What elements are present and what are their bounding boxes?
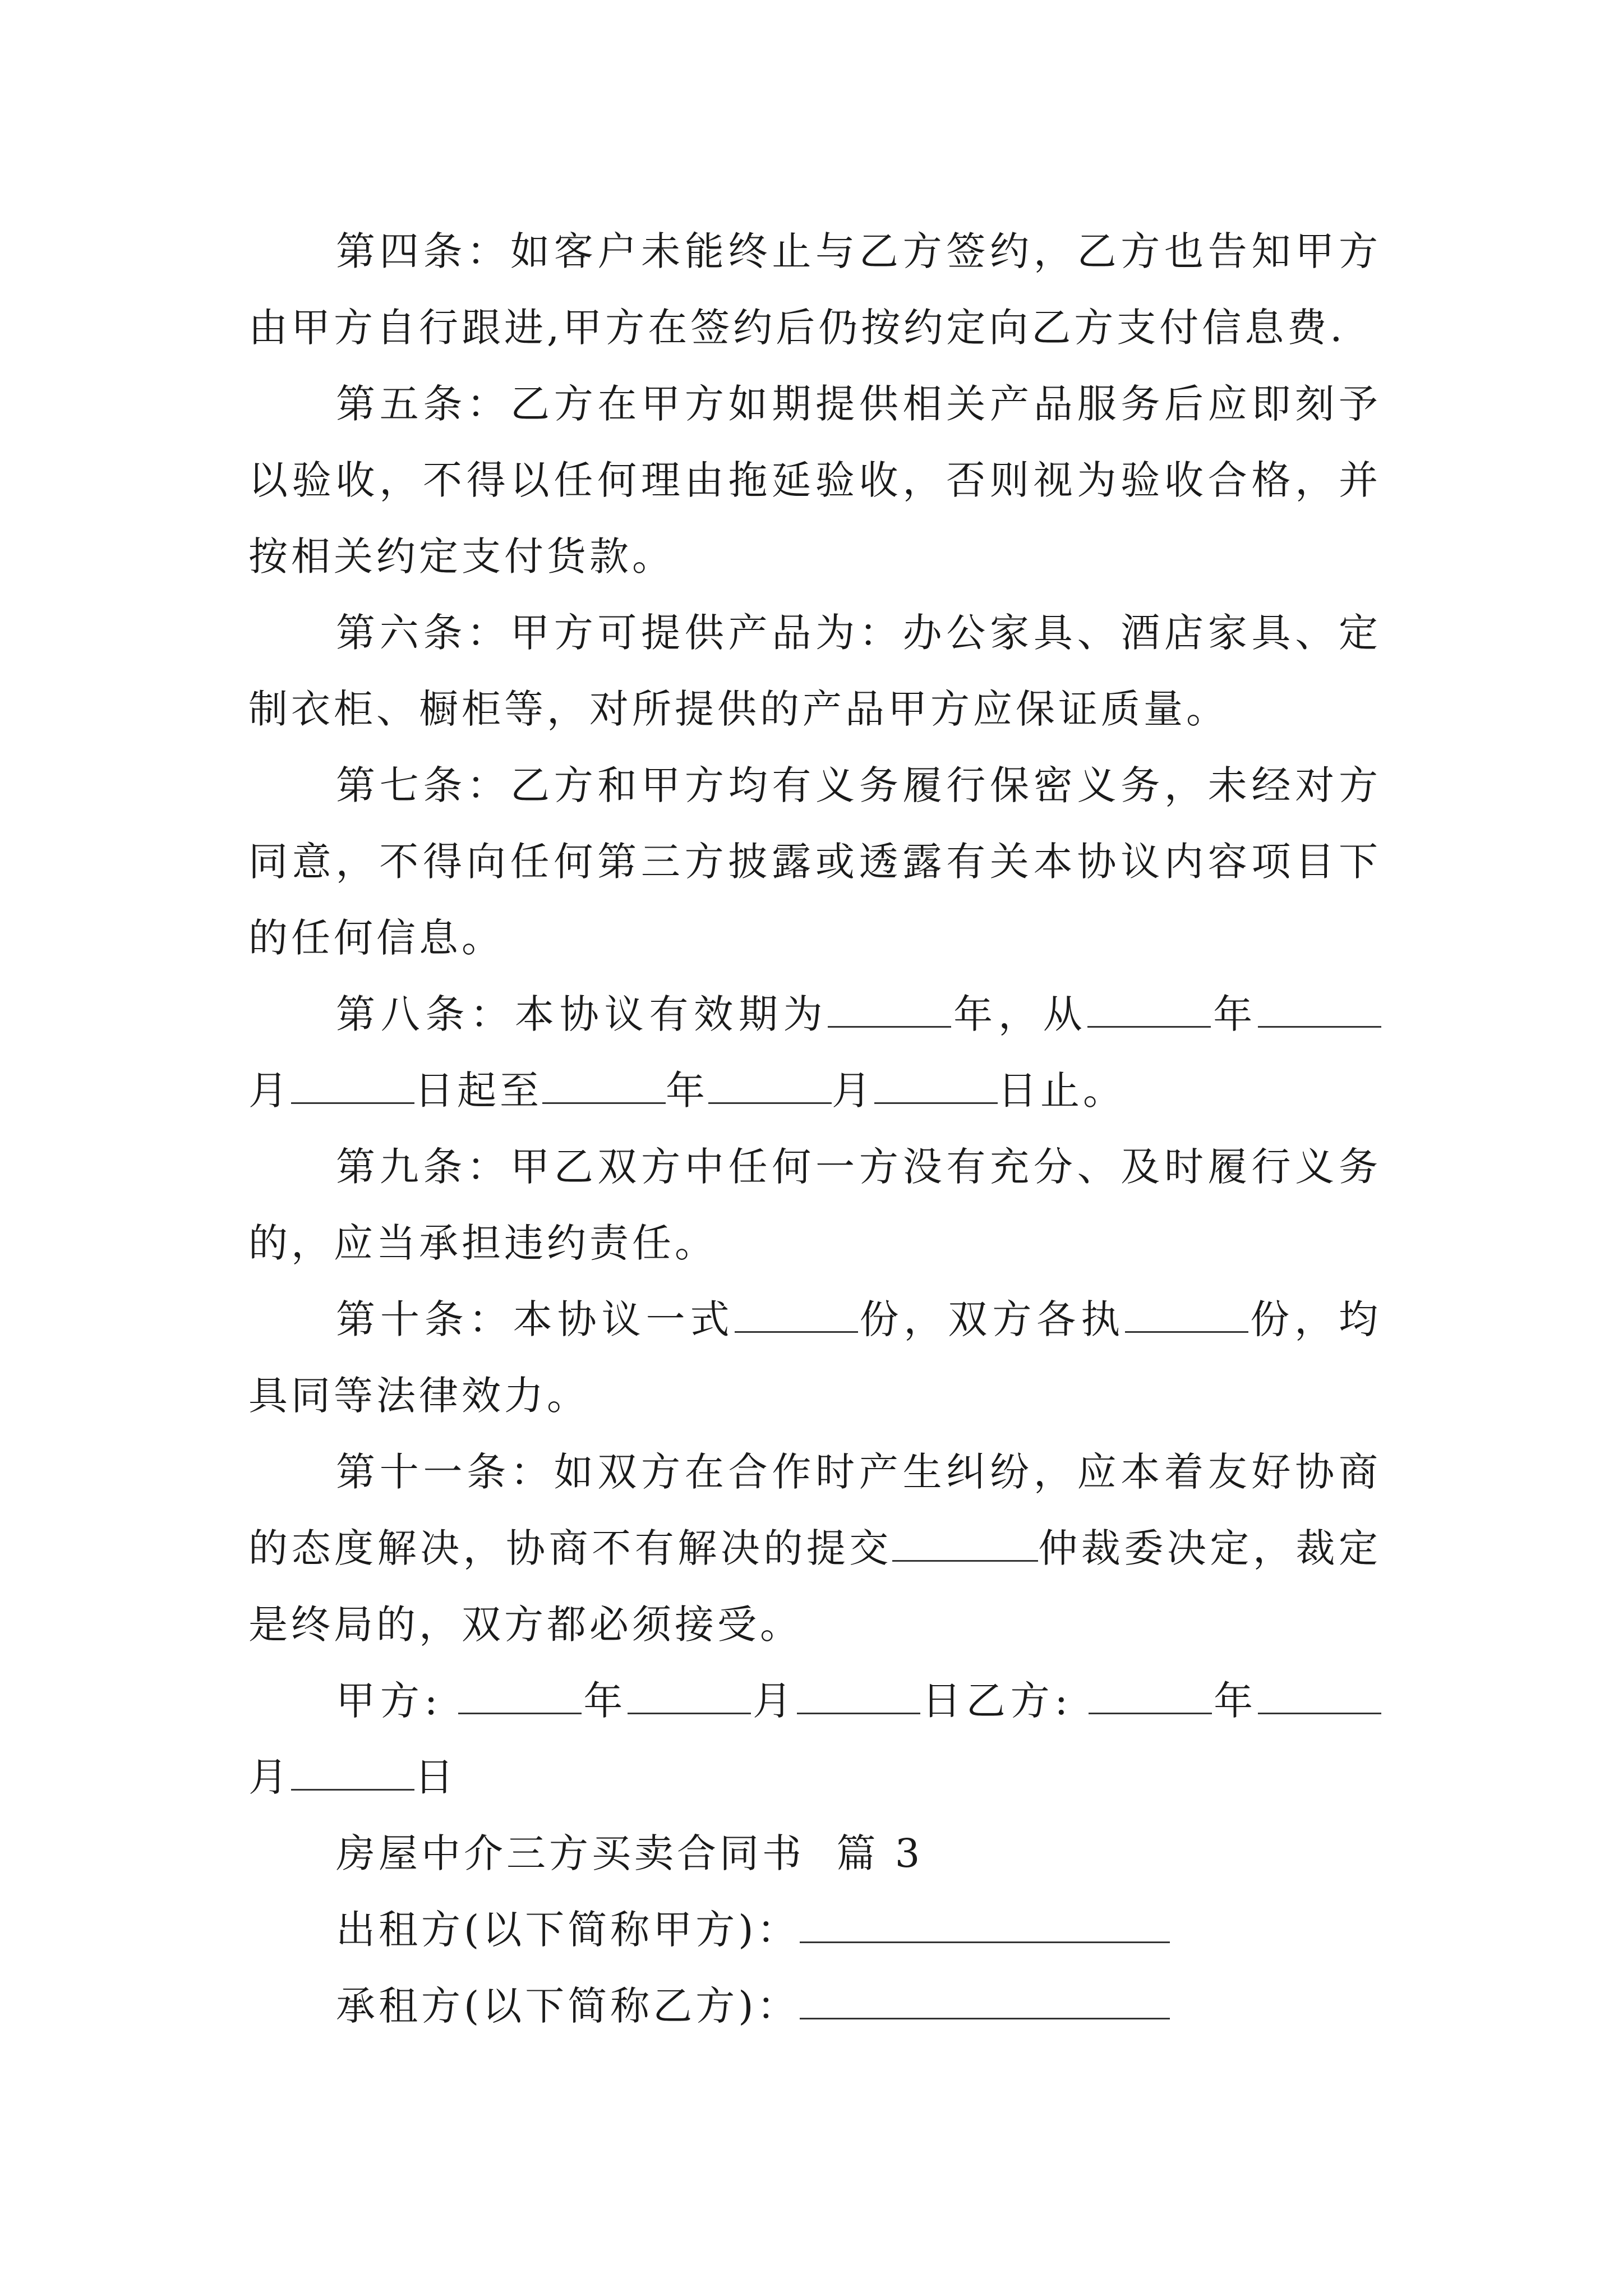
clause-11-suffix: 仲裁委决定，裁定是终局的，双方都必须接受。 <box>248 1525 1382 1648</box>
end-year-blank[interactable] <box>542 1063 666 1104</box>
clause-8-year2-label: 年 <box>1211 991 1258 1037</box>
end-month-blank[interactable] <box>708 1063 832 1104</box>
lessee-label: 承租方(以下简称乙方)： <box>336 1983 800 2029</box>
document-page <box>248 213 1381 2044</box>
sig-year2-label: 年 <box>1212 1678 1258 1724</box>
sig-year-label: 年 <box>582 1678 628 1724</box>
sig-day-label: 日 <box>414 1754 457 1800</box>
clause-5: 第五条：乙方在甲方如期提供相关产品服务后应即刻予以验收，不得以任何理由拖延验收，否则视为验收合格，并按相关约定支付货款。 <box>248 381 1381 579</box>
clause-10-prefix: 第十条：本协议一式 <box>336 1296 735 1342</box>
clause-4: 第四条：如客户未能终止与乙方签约，乙方也告知甲方由甲方自行跟进,甲方在签约后仍按约定向乙方支付信息费. <box>248 228 1381 351</box>
start-month-blank[interactable] <box>1258 987 1381 1028</box>
signature-line <box>248 1663 1381 1815</box>
end-day-blank[interactable] <box>874 1063 998 1104</box>
clause-8-year-label: 年，从 <box>951 991 1088 1037</box>
clause-6: 第六条：甲方可提供产品为：办公家具、酒店家具、定制衣柜、橱柜等，对所提供的产品甲方应保证质量。 <box>248 610 1381 732</box>
party-b-day-blank[interactable] <box>291 1750 414 1791</box>
clause-9: 第九条：甲乙双方中任何一方没有充分、及时履行义务的，应当承担违约责任。 <box>248 1144 1381 1266</box>
lessee-blank[interactable] <box>800 1978 1170 2019</box>
lessor-label: 出租方(以下简称甲方)： <box>336 1907 800 1953</box>
sig-day-party-b-label: 日乙方: <box>920 1678 1072 1724</box>
clause-8 <box>248 976 1381 1129</box>
clause-10-suffix: 份，均具同等法律效力。 <box>248 1296 1382 1419</box>
clause-7: 第七条：乙方和甲方均有义务履行保密义务，未经对方同意，不得向任何第三方披露或透露有关本协议内容项目下的任何信息。 <box>248 762 1381 961</box>
party-a-label: 甲方: <box>336 1678 441 1724</box>
arbitration-blank[interactable] <box>892 1521 1038 1562</box>
clause-11 <box>248 1434 1381 1663</box>
sig-month2-label: 月 <box>248 1754 291 1800</box>
party-b-month-blank[interactable] <box>1258 1673 1381 1714</box>
clause-10-mid: 份，双方各执 <box>857 1296 1126 1342</box>
sig-month-label: 月 <box>751 1678 797 1724</box>
clause-8-month-label: 月 <box>248 1068 291 1114</box>
copies-total-blank[interactable] <box>735 1292 858 1333</box>
lessee-line <box>248 1968 1381 2044</box>
party-a-day-blank[interactable] <box>797 1673 920 1714</box>
party-b-year-blank[interactable] <box>1089 1673 1212 1714</box>
lessor-blank[interactable] <box>800 1902 1170 1943</box>
clause-8-day-from-label: 日起至 <box>414 1068 542 1114</box>
lessor-line <box>248 1892 1381 1968</box>
clause-8-prefix: 第八条：本协议有效期为 <box>336 991 828 1037</box>
clause-11-prefix: 第十一条：如双方在合作时产生纠纷，应本着友好协商的态度解决，协商不有解决的提交 <box>248 1449 1381 1571</box>
term-years-blank[interactable] <box>828 987 951 1028</box>
start-day-blank[interactable] <box>291 1063 414 1104</box>
section-title: 房屋中介三方买卖合同书 篇 3 <box>336 1830 924 1876</box>
clause-8-month2-label: 月 <box>832 1068 874 1114</box>
clause-8-year3-label: 年 <box>666 1068 708 1114</box>
start-year-blank[interactable] <box>1087 987 1211 1028</box>
party-a-month-blank[interactable] <box>628 1673 751 1714</box>
clause-10 <box>248 1281 1381 1434</box>
copies-each-blank[interactable] <box>1125 1292 1248 1333</box>
clause-8-day-end-label: 日止。 <box>998 1068 1126 1114</box>
party-a-year-blank[interactable] <box>458 1673 582 1714</box>
